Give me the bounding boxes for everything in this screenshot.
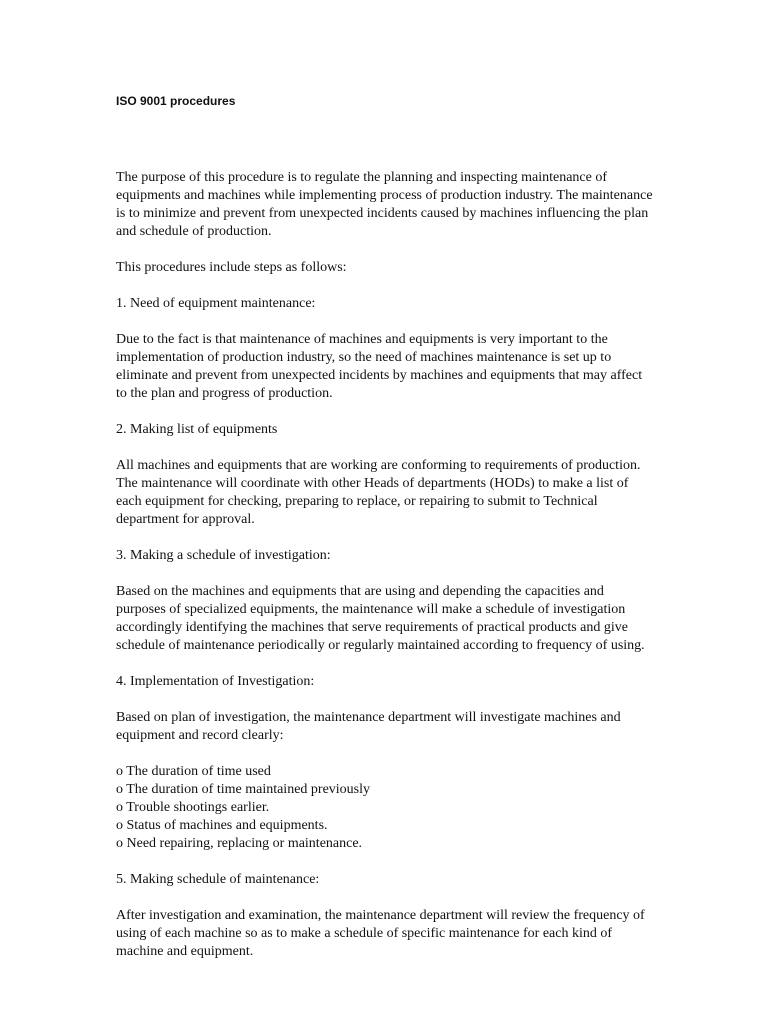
section-paragraph-2: All machines and equipments that are working are conforming to requirements of production. The maintenance will coordinate with other Heads of departments (HODs) to make a list of each equipment for checking, preparing to replace, or repairing to submit to Technical department for approval. — [116, 458, 641, 527]
document-body — [116, 169, 656, 961]
list-item: o The duration of time maintained previously — [116, 782, 371, 797]
section-heading-3: 3. Making a schedule of investigation: — [116, 548, 331, 563]
list-item: o Trouble shootings earlier. — [116, 800, 270, 815]
document-title: ISO 9001 procedures — [116, 94, 236, 108]
list-item: o Status of machines and equipments. — [116, 818, 328, 833]
list-item: o Need repairing, replacing or maintenance. — [116, 836, 363, 851]
section-heading-5: 5. Making schedule of maintenance: — [116, 872, 320, 887]
intro-paragraph: This procedures include steps as follows: — [116, 260, 347, 275]
section-heading-1: 1. Need of equipment maintenance: — [116, 296, 316, 311]
purpose-paragraph: The purpose of this procedure is to regulate the planning and inspecting maintenance of equipments and machines while implementing process of production industry. The maintenance is to minimize and prevent from unexpected incidents caused by machines influencing the plan and schedule of production. — [116, 170, 653, 239]
list-item: o The duration of time used — [116, 764, 271, 779]
section-paragraph-3: Based on the machines and equipments that are using and depending the capacities and purposes of specialized equipments, the maintenance will make a schedule of investigation accordingly identifying the machines that serve requirements of practical products and give schedule of maintenance periodically or regularly maintained according to frequency of using. — [116, 584, 645, 653]
section-heading-2: 2. Making list of equipments — [116, 422, 278, 437]
section-paragraph-5: After investigation and examination, the maintenance department will review the frequency of using of each machine so as to make a schedule of specific maintenance for each kind of machine and equipment. — [116, 908, 645, 959]
section-paragraph-4: Based on plan of investigation, the maintenance department will investigate machines and equipment and record clearly: — [116, 710, 621, 743]
section-paragraph-1: Due to the fact is that maintenance of machines and equipments is very important to the implementation of production industry, so the need of machines maintenance is set up to eliminate and prevent from unexpected incidents by machines and equipments that may affect to the plan and progress of production. — [116, 332, 643, 401]
investigation-list — [116, 763, 656, 853]
section-heading-4: 4. Implementation of Investigation: — [116, 674, 315, 689]
